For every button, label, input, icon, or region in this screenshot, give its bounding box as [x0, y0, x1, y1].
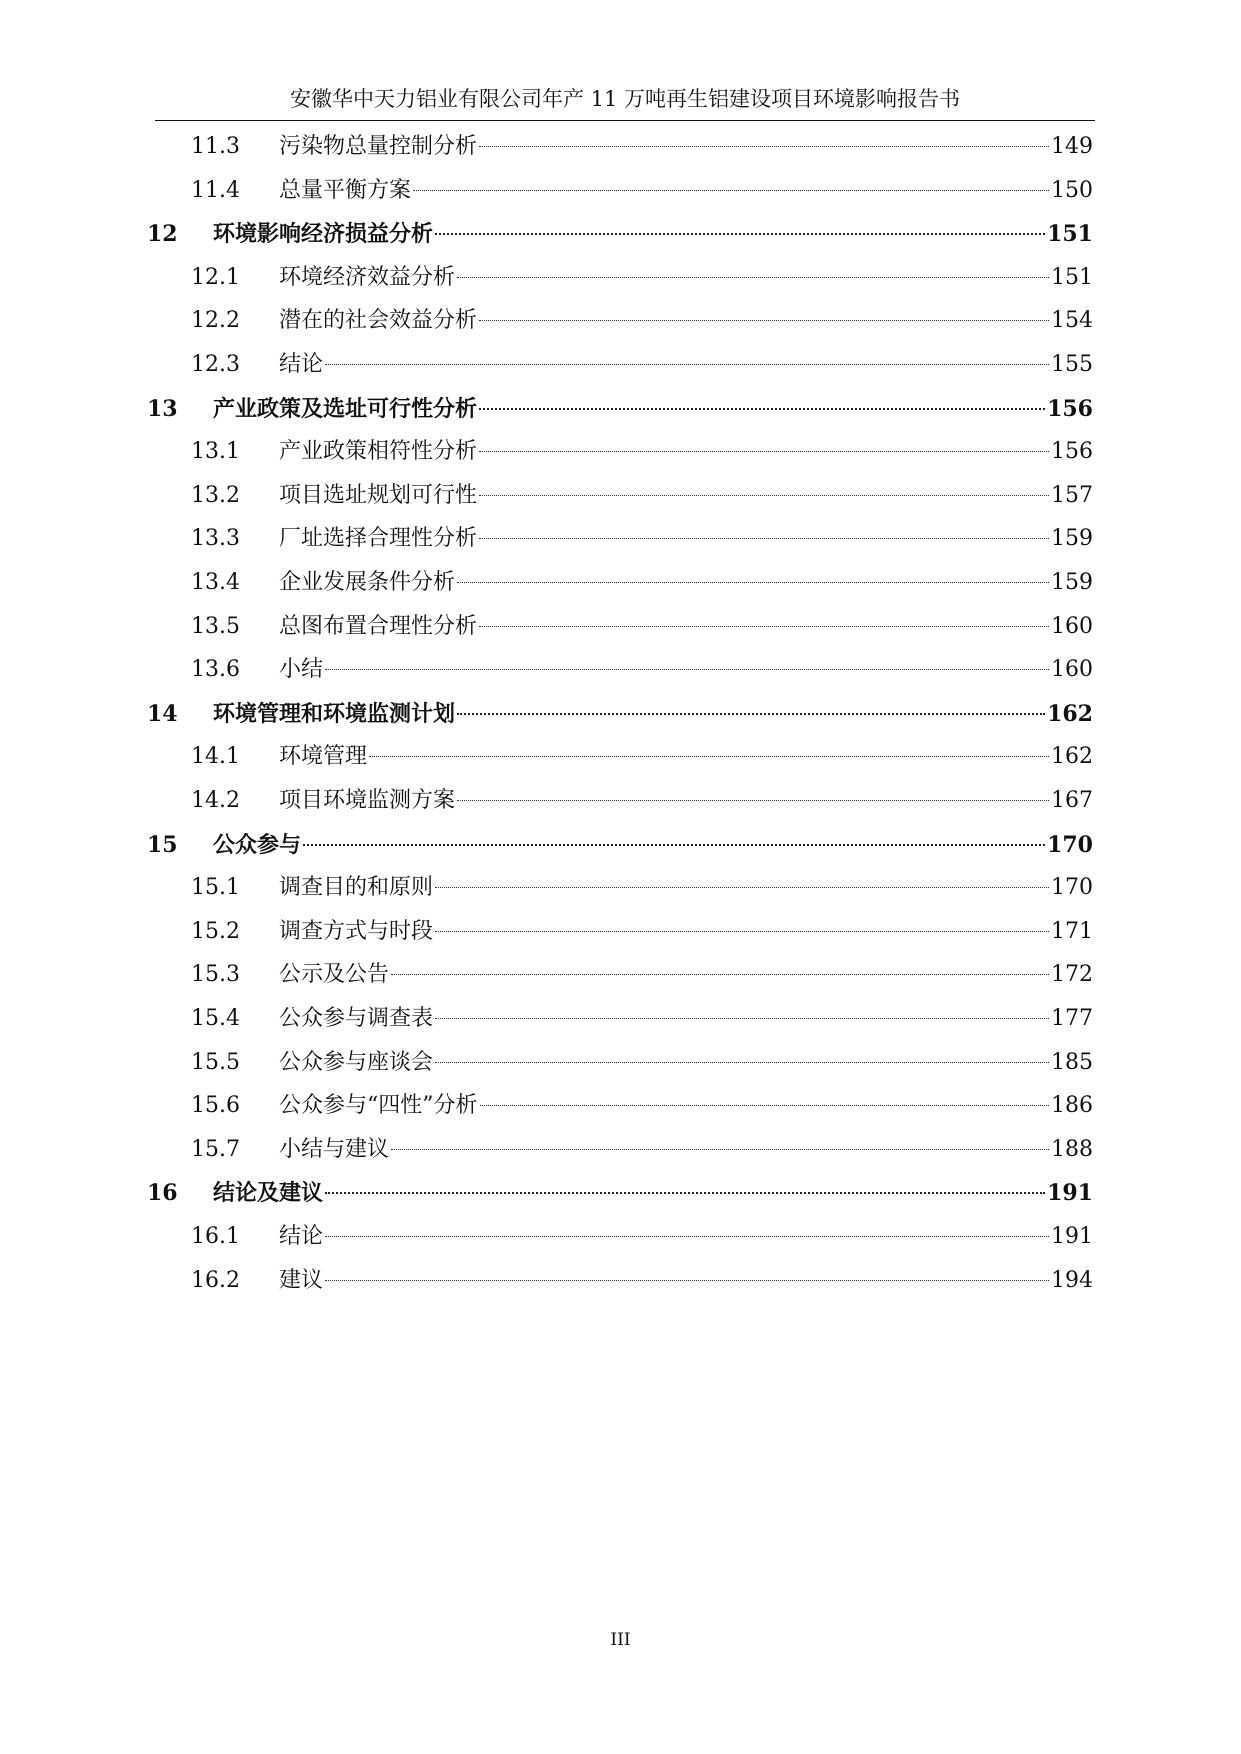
toc-section-entry[interactable]: [147, 175, 1093, 207]
toc-entry-title: 潜在的社会效益分析: [279, 308, 478, 334]
toc-entry-title: 小结: [279, 657, 324, 683]
toc-entry-number: 15.7: [191, 1136, 240, 1162]
toc-entry-page: 160: [1051, 657, 1093, 683]
toc-section-entry[interactable]: [147, 872, 1093, 904]
toc-section-entry[interactable]: [147, 611, 1093, 643]
toc-entry-number: 13.3: [191, 526, 240, 552]
toc-section-entry[interactable]: [147, 131, 1093, 163]
toc-entry-page: 155: [1051, 352, 1093, 377]
toc-entry-title: 结论及建议: [213, 1180, 324, 1207]
toc-section-entry[interactable]: [147, 1003, 1093, 1035]
toc-dot-leader: [435, 931, 1049, 932]
toc-dot-leader: [435, 1018, 1049, 1019]
toc-dot-leader: [457, 713, 1045, 715]
toc-entry-title: 环境经济效益分析: [279, 264, 456, 290]
toc-entry-page: 156: [1051, 439, 1093, 465]
toc-entry-page: 172: [1051, 962, 1093, 988]
toc-chapter-entry[interactable]: [147, 1177, 1093, 1209]
toc-section-entry[interactable]: [147, 349, 1093, 381]
toc-entry-number: 16.2: [191, 1267, 240, 1293]
toc-dot-leader: [325, 1280, 1049, 1281]
toc-entry-number: 15: [147, 831, 178, 858]
toc-entry-page: 185: [1051, 1049, 1093, 1075]
toc-entry-page: 170: [1047, 831, 1093, 858]
toc-dot-leader: [303, 844, 1045, 846]
toc-entry-title: 产业政策及选址可行性分析: [213, 395, 478, 422]
header-rule: [155, 120, 1095, 121]
toc-section-entry[interactable]: [147, 305, 1093, 337]
toc-entry-number: 11.4: [191, 177, 240, 203]
toc-entry-number: 15.5: [191, 1049, 240, 1075]
toc-entry-page: 151: [1047, 221, 1093, 248]
toc-dot-leader: [325, 1236, 1049, 1237]
toc-entry-number: 13.1: [191, 439, 240, 465]
toc-entry-number: 15.3: [191, 962, 240, 988]
toc-entry-page: 151: [1051, 264, 1093, 290]
toc-section-entry[interactable]: [147, 1090, 1093, 1122]
toc-section-entry[interactable]: [147, 785, 1093, 817]
toc-dot-leader: [479, 146, 1049, 147]
toc-section-entry[interactable]: [147, 567, 1093, 599]
toc-entry-title: 污染物总量控制分析: [279, 134, 478, 159]
toc-entry-number: 15.2: [191, 918, 240, 944]
toc-entry-number: 14.2: [191, 788, 240, 813]
toc-entry-page: 188: [1051, 1136, 1093, 1162]
toc-entry-title: 公示及公告: [279, 962, 390, 988]
toc-section-entry[interactable]: [147, 436, 1093, 468]
toc-entry-title: 公众参与调查表: [279, 1006, 434, 1031]
toc-dot-leader: [325, 669, 1049, 670]
toc-section-entry[interactable]: [147, 1221, 1093, 1253]
toc-dot-leader: [369, 756, 1049, 757]
toc-entry-number: 14: [147, 700, 178, 727]
toc-chapter-entry[interactable]: [147, 393, 1093, 425]
toc-dot-leader: [435, 1062, 1049, 1063]
toc-entry-page: 186: [1051, 1093, 1093, 1119]
toc-section-entry[interactable]: [147, 480, 1093, 512]
toc-entry-number: 16.1: [191, 1224, 240, 1249]
toc-section-entry[interactable]: [147, 523, 1093, 555]
toc-entry-number: 12.1: [191, 264, 240, 290]
toc-section-entry[interactable]: [147, 1047, 1093, 1079]
toc-section-entry[interactable]: [147, 1265, 1093, 1297]
toc-entry-page: 162: [1051, 744, 1093, 770]
toc-dot-leader: [480, 1105, 1050, 1106]
toc-entry-number: 12.3: [191, 352, 240, 377]
toc-entry-title: 环境管理: [279, 744, 368, 770]
toc-dot-leader: [457, 800, 1049, 801]
toc-entry-page: 149: [1051, 134, 1093, 159]
toc-dot-leader: [325, 1192, 1045, 1194]
toc-entry-page: 162: [1047, 700, 1093, 727]
toc-entry-title: 厂址选择合理性分析: [279, 526, 478, 552]
toc-dot-leader: [325, 364, 1049, 365]
toc-entry-page: 177: [1051, 1006, 1093, 1031]
toc-entry-page: 171: [1051, 918, 1093, 944]
toc-entry-number: 13.6: [191, 657, 240, 683]
toc-section-entry[interactable]: [147, 1134, 1093, 1166]
toc-entry-number: 11.3: [191, 134, 240, 159]
toc-dot-leader: [391, 1149, 1049, 1150]
toc-dot-leader: [435, 233, 1045, 235]
toc-entry-title: 总图布置合理性分析: [279, 613, 478, 639]
running-header: 安徽华中天力铝业有限公司年产 11 万吨再生铝建设项目环境影响报告书: [289, 87, 961, 111]
toc-entry-number: 15.4: [191, 1006, 240, 1031]
toc-entry-title: 产业政策相符性分析: [279, 439, 478, 465]
toc-entry-number: 13.4: [191, 570, 240, 595]
toc-dot-leader: [457, 277, 1049, 278]
toc-entry-page: 191: [1051, 1224, 1093, 1249]
toc-dot-leader: [479, 495, 1049, 496]
toc-entry-page: 170: [1051, 875, 1093, 901]
toc-entry-page: 194: [1051, 1267, 1093, 1293]
toc-entry-title: 环境影响经济损益分析: [213, 221, 434, 248]
toc-dot-leader: [413, 190, 1049, 191]
toc-entry-number: 15.1: [191, 875, 240, 901]
toc-entry-page: 159: [1051, 570, 1093, 595]
toc-dot-leader: [479, 538, 1049, 539]
toc-entry-number: 16: [147, 1180, 178, 1207]
toc-entry-page: 150: [1051, 177, 1093, 203]
toc-entry-page: 160: [1051, 613, 1093, 639]
toc-entry-number: 13.2: [191, 482, 240, 508]
toc-entry-page: 156: [1047, 395, 1093, 422]
toc-entry-number: 12: [147, 221, 178, 248]
toc-section-entry[interactable]: [147, 741, 1093, 773]
toc-entry-title: 项目选址规划可行性: [279, 482, 478, 508]
toc-dot-leader: [479, 320, 1049, 321]
toc-entry-title: 调查目的和原则: [279, 875, 434, 901]
toc-section-entry[interactable]: [147, 959, 1093, 991]
toc-chapter-entry[interactable]: [147, 698, 1093, 730]
toc-entry-page: 154: [1051, 308, 1093, 334]
page-number: III: [610, 1630, 631, 1650]
toc-entry-title: 项目环境监测方案: [279, 788, 456, 813]
toc-entry-title: 小结与建议: [279, 1136, 390, 1162]
toc-entry-title: 企业发展条件分析: [279, 570, 456, 595]
toc-entry-title: 结论: [279, 352, 324, 377]
toc-entry-number: 13.5: [191, 613, 240, 639]
toc-section-entry[interactable]: [147, 262, 1093, 294]
toc-entry-title: 公众参与座谈会: [279, 1049, 434, 1075]
toc-entry-page: 191: [1047, 1180, 1093, 1207]
toc-dot-leader: [479, 626, 1049, 627]
toc-entry-number: 15.6: [191, 1093, 240, 1119]
toc-dot-leader: [457, 582, 1049, 583]
toc-entry-number: 12.2: [191, 308, 240, 334]
toc-entry-title: 公众参与“四性”分析: [279, 1093, 478, 1119]
toc-entry-title: 环境管理和环境监测计划: [213, 700, 456, 727]
toc-dot-leader: [479, 451, 1049, 452]
toc-entry-title: 调查方式与时段: [279, 918, 434, 944]
toc-section-entry[interactable]: [147, 654, 1093, 686]
toc-chapter-entry[interactable]: [147, 218, 1093, 250]
toc-dot-leader: [435, 887, 1049, 888]
toc-entry-number: 13: [147, 395, 178, 422]
toc-entry-title: 建议: [279, 1267, 324, 1293]
toc-dot-leader: [391, 974, 1049, 975]
toc-entry-title: 公众参与: [213, 831, 302, 858]
toc-section-entry[interactable]: [147, 916, 1093, 948]
toc-entry-page: 157: [1051, 482, 1093, 508]
toc-entry-title: 结论: [279, 1224, 324, 1249]
toc-chapter-entry[interactable]: [147, 829, 1093, 861]
toc-entry-title: 总量平衡方案: [279, 177, 412, 203]
toc-dot-leader: [479, 408, 1045, 410]
toc-entry-page: 167: [1051, 788, 1093, 813]
toc-entry-number: 14.1: [191, 744, 240, 770]
toc-entry-page: 159: [1051, 526, 1093, 552]
